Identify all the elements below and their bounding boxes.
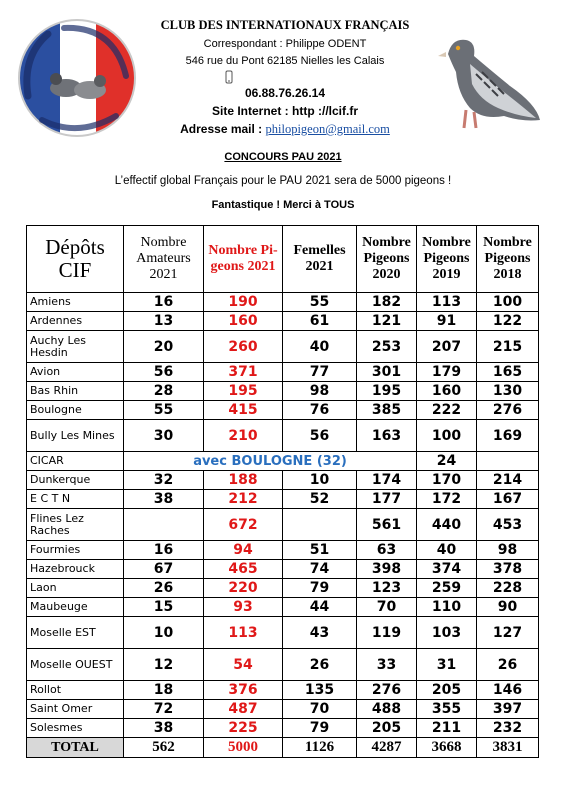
header-amateurs: Nombre Amateurs 2021 xyxy=(124,226,204,293)
pigeon-photo xyxy=(418,24,542,144)
cell-amateurs: 16 xyxy=(124,541,204,560)
cell-p2019: 440 xyxy=(417,509,477,541)
cell-p2020: 488 xyxy=(357,700,417,719)
table-row xyxy=(27,471,539,490)
phone-number: 06.88.76.26.14 xyxy=(244,86,326,100)
effectif-text: L’effectif global Français pour le PAU 2021 sera de 5000 pigeons ! xyxy=(114,175,452,187)
club-logo xyxy=(14,16,140,140)
cell-p2018: 122 xyxy=(477,312,539,331)
cell-p2019: 103 xyxy=(417,617,477,649)
depot-name: Rollot xyxy=(27,681,124,700)
cell-p2018: 98 xyxy=(477,541,539,560)
cell-p2019: 179 xyxy=(417,363,477,382)
total-pigeons: 5000 xyxy=(204,738,283,758)
cell-femelles: 79 xyxy=(283,719,357,738)
cell-p2020: 163 xyxy=(357,420,417,452)
cell-femelles: 44 xyxy=(283,598,357,617)
table-row xyxy=(27,452,539,471)
depot-name: Fourmies xyxy=(27,541,124,560)
cell-pigeons: 212 xyxy=(204,490,283,509)
table-row xyxy=(27,560,539,579)
cell-p2018: 378 xyxy=(477,560,539,579)
cell-pigeons: 160 xyxy=(204,312,283,331)
cell-pigeons: 260 xyxy=(204,331,283,363)
cell-p2020: 123 xyxy=(357,579,417,598)
depot-name: Solesmes xyxy=(27,719,124,738)
cell-p2020: 385 xyxy=(357,401,417,420)
cell-p2019: 259 xyxy=(417,579,477,598)
depot-name: Boulogne xyxy=(27,401,124,420)
cell-p2018: 165 xyxy=(477,363,539,382)
total-2020: 4287 xyxy=(357,738,417,758)
cell-p2018: 169 xyxy=(477,420,539,452)
cell-amateurs: 56 xyxy=(124,363,204,382)
cell-p2018 xyxy=(477,452,539,471)
cell-femelles: 43 xyxy=(283,617,357,649)
cell-femelles: 70 xyxy=(283,700,357,719)
cell-p2020: 561 xyxy=(357,509,417,541)
cell-p2019: 172 xyxy=(417,490,477,509)
cell-femelles: 61 xyxy=(283,312,357,331)
cell-amateurs: 12 xyxy=(124,649,204,681)
table-row xyxy=(27,649,539,681)
cell-pigeons: 487 xyxy=(204,700,283,719)
cell-pigeons: 188 xyxy=(204,471,283,490)
cell-p2018: 146 xyxy=(477,681,539,700)
cell-femelles: 51 xyxy=(283,541,357,560)
cell-pigeons: 220 xyxy=(204,579,283,598)
cell-p2020: 63 xyxy=(357,541,417,560)
table-row xyxy=(27,331,539,363)
results-table xyxy=(26,225,539,758)
depot-name: Dunkerque xyxy=(27,471,124,490)
total-amateurs: 562 xyxy=(124,738,204,758)
cell-p2018: 232 xyxy=(477,719,539,738)
table-row xyxy=(27,509,539,541)
cell-p2020: 205 xyxy=(357,719,417,738)
cell-pigeons: 190 xyxy=(204,293,283,312)
cell-amateurs: 32 xyxy=(124,471,204,490)
total-2018: 3831 xyxy=(477,738,539,758)
depot-name: Flines Lez Raches xyxy=(27,509,124,541)
table-row xyxy=(27,420,539,452)
cell-amateurs: 13 xyxy=(124,312,204,331)
cell-pigeons: 672 xyxy=(204,509,283,541)
table-row xyxy=(27,598,539,617)
cell-p2018: 214 xyxy=(477,471,539,490)
club-name: CLUB DES INTERNATIONAUX FRANÇAIS xyxy=(160,18,410,32)
cell-p2020: 70 xyxy=(357,598,417,617)
fantastique-text: Fantastique ! Merci à TOUS xyxy=(211,199,355,211)
cell-p2018: 100 xyxy=(477,293,539,312)
depot-name: Saint Omer xyxy=(27,700,124,719)
table-row xyxy=(27,700,539,719)
phone-icon xyxy=(222,70,236,84)
row-note: avec BOULOGNE (32) xyxy=(124,452,417,471)
cell-p2019: 207 xyxy=(417,331,477,363)
cell-femelles: 55 xyxy=(283,293,357,312)
cell-p2019: 205 xyxy=(417,681,477,700)
header-depots: Dépôts CIF xyxy=(27,226,124,293)
cell-p2019: 24 xyxy=(417,452,477,471)
table-row xyxy=(27,490,539,509)
cell-amateurs: 67 xyxy=(124,560,204,579)
depot-name: Ardennes xyxy=(27,312,124,331)
cell-p2020: 253 xyxy=(357,331,417,363)
depot-name: Hazebrouck xyxy=(27,560,124,579)
total-2019: 3668 xyxy=(417,738,477,758)
cell-pigeons: 54 xyxy=(204,649,283,681)
address: 546 rue du Pont 62185 Nielles les Calais xyxy=(185,55,385,67)
cell-pigeons: 225 xyxy=(204,719,283,738)
cell-p2019: 170 xyxy=(417,471,477,490)
cell-p2019: 91 xyxy=(417,312,477,331)
cell-pigeons: 371 xyxy=(204,363,283,382)
cell-amateurs: 26 xyxy=(124,579,204,598)
cell-p2020: 195 xyxy=(357,382,417,401)
header-pigeons-2021: Nombre Pi- geons 2021 xyxy=(204,226,283,293)
cell-p2019: 100 xyxy=(417,420,477,452)
table-row xyxy=(27,312,539,331)
cell-femelles: 56 xyxy=(283,420,357,452)
cell-p2018: 26 xyxy=(477,649,539,681)
cell-femelles: 135 xyxy=(283,681,357,700)
cell-p2018: 228 xyxy=(477,579,539,598)
cell-p2019: 374 xyxy=(417,560,477,579)
cell-amateurs: 16 xyxy=(124,293,204,312)
concours-title: CONCOURS PAU 2021 xyxy=(224,151,342,163)
header-pigeons-2018: Nombre Pigeons 2018 xyxy=(477,226,539,293)
cell-p2019: 40 xyxy=(417,541,477,560)
cell-p2018: 453 xyxy=(477,509,539,541)
depot-name: Moselle OUEST xyxy=(27,649,124,681)
depot-name: Auchy Les Hesdin xyxy=(27,331,124,363)
total-row xyxy=(27,738,539,758)
mail-label: Adresse mail : xyxy=(180,122,263,136)
depot-name: Moselle EST xyxy=(27,617,124,649)
table-row xyxy=(27,681,539,700)
cell-p2019: 222 xyxy=(417,401,477,420)
cell-p2020: 121 xyxy=(357,312,417,331)
cell-amateurs: 55 xyxy=(124,401,204,420)
cell-p2018: 127 xyxy=(477,617,539,649)
cell-p2018: 130 xyxy=(477,382,539,401)
total-label: TOTAL xyxy=(27,738,124,758)
cell-amateurs: 28 xyxy=(124,382,204,401)
cell-p2020: 177 xyxy=(357,490,417,509)
cell-femelles: 10 xyxy=(283,471,357,490)
table-header-row xyxy=(27,226,539,293)
cell-p2018: 167 xyxy=(477,490,539,509)
cell-p2019: 160 xyxy=(417,382,477,401)
cell-p2020: 119 xyxy=(357,617,417,649)
site-line xyxy=(140,104,430,118)
table-row xyxy=(27,579,539,598)
cell-p2019: 31 xyxy=(417,649,477,681)
cell-pigeons: 210 xyxy=(204,420,283,452)
header-femelles: Femelles 2021 xyxy=(283,226,357,293)
total-femelles: 1126 xyxy=(283,738,357,758)
table-row xyxy=(27,382,539,401)
cell-p2018: 397 xyxy=(477,700,539,719)
table-row xyxy=(27,617,539,649)
cell-pigeons: 93 xyxy=(204,598,283,617)
depot-name: CICAR xyxy=(27,452,124,471)
cell-femelles: 40 xyxy=(283,331,357,363)
cell-pigeons: 465 xyxy=(204,560,283,579)
header-pigeons-2019: Nombre Pigeons 2019 xyxy=(417,226,477,293)
cell-p2020: 398 xyxy=(357,560,417,579)
site-label: Site Internet : xyxy=(211,104,289,118)
table-row xyxy=(27,293,539,312)
cell-femelles xyxy=(283,509,357,541)
cell-amateurs: 18 xyxy=(124,681,204,700)
table-row xyxy=(27,719,539,738)
cell-amateurs: 38 xyxy=(124,490,204,509)
cell-p2018: 90 xyxy=(477,598,539,617)
cell-p2018: 276 xyxy=(477,401,539,420)
table-row xyxy=(27,541,539,560)
cell-p2020: 182 xyxy=(357,293,417,312)
depot-name: Bas Rhin xyxy=(27,382,124,401)
depot-name: Avion xyxy=(27,363,124,382)
cell-pigeons: 415 xyxy=(204,401,283,420)
cell-pigeons: 195 xyxy=(204,382,283,401)
cell-amateurs: 10 xyxy=(124,617,204,649)
site-link[interactable]: http ://lcif.fr xyxy=(292,104,359,118)
cell-p2018: 215 xyxy=(477,331,539,363)
cell-femelles: 52 xyxy=(283,490,357,509)
cell-p2019: 211 xyxy=(417,719,477,738)
table-row xyxy=(27,401,539,420)
cell-femelles: 79 xyxy=(283,579,357,598)
cell-femelles: 98 xyxy=(283,382,357,401)
cell-amateurs: 72 xyxy=(124,700,204,719)
cell-amateurs: 38 xyxy=(124,719,204,738)
cell-pigeons: 113 xyxy=(204,617,283,649)
cell-amateurs xyxy=(124,509,204,541)
depot-name: E C T N xyxy=(27,490,124,509)
depot-name: Laon xyxy=(27,579,124,598)
cell-femelles: 76 xyxy=(283,401,357,420)
cell-femelles: 74 xyxy=(283,560,357,579)
cell-p2020: 33 xyxy=(357,649,417,681)
cell-pigeons: 376 xyxy=(204,681,283,700)
mail-line xyxy=(140,122,430,137)
cell-p2019: 355 xyxy=(417,700,477,719)
cell-p2019: 113 xyxy=(417,293,477,312)
cell-femelles: 26 xyxy=(283,649,357,681)
depot-name: Amiens xyxy=(27,293,124,312)
correspondant: Correspondant : Philippe ODENT xyxy=(203,38,367,50)
depot-name: Maubeuge xyxy=(27,598,124,617)
header-pigeons-2020: Nombre Pigeons 2020 xyxy=(357,226,417,293)
cell-amateurs: 30 xyxy=(124,420,204,452)
cell-femelles: 77 xyxy=(283,363,357,382)
cell-amateurs: 15 xyxy=(124,598,204,617)
cell-p2020: 301 xyxy=(357,363,417,382)
cell-amateurs: 20 xyxy=(124,331,204,363)
table-row xyxy=(27,363,539,382)
mail-link[interactable]: philopigeon@gmail.com xyxy=(265,122,390,136)
cell-pigeons: 94 xyxy=(204,541,283,560)
depot-name: Bully Les Mines xyxy=(27,420,124,452)
cell-p2019: 110 xyxy=(417,598,477,617)
cell-p2020: 276 xyxy=(357,681,417,700)
cell-p2020: 174 xyxy=(357,471,417,490)
